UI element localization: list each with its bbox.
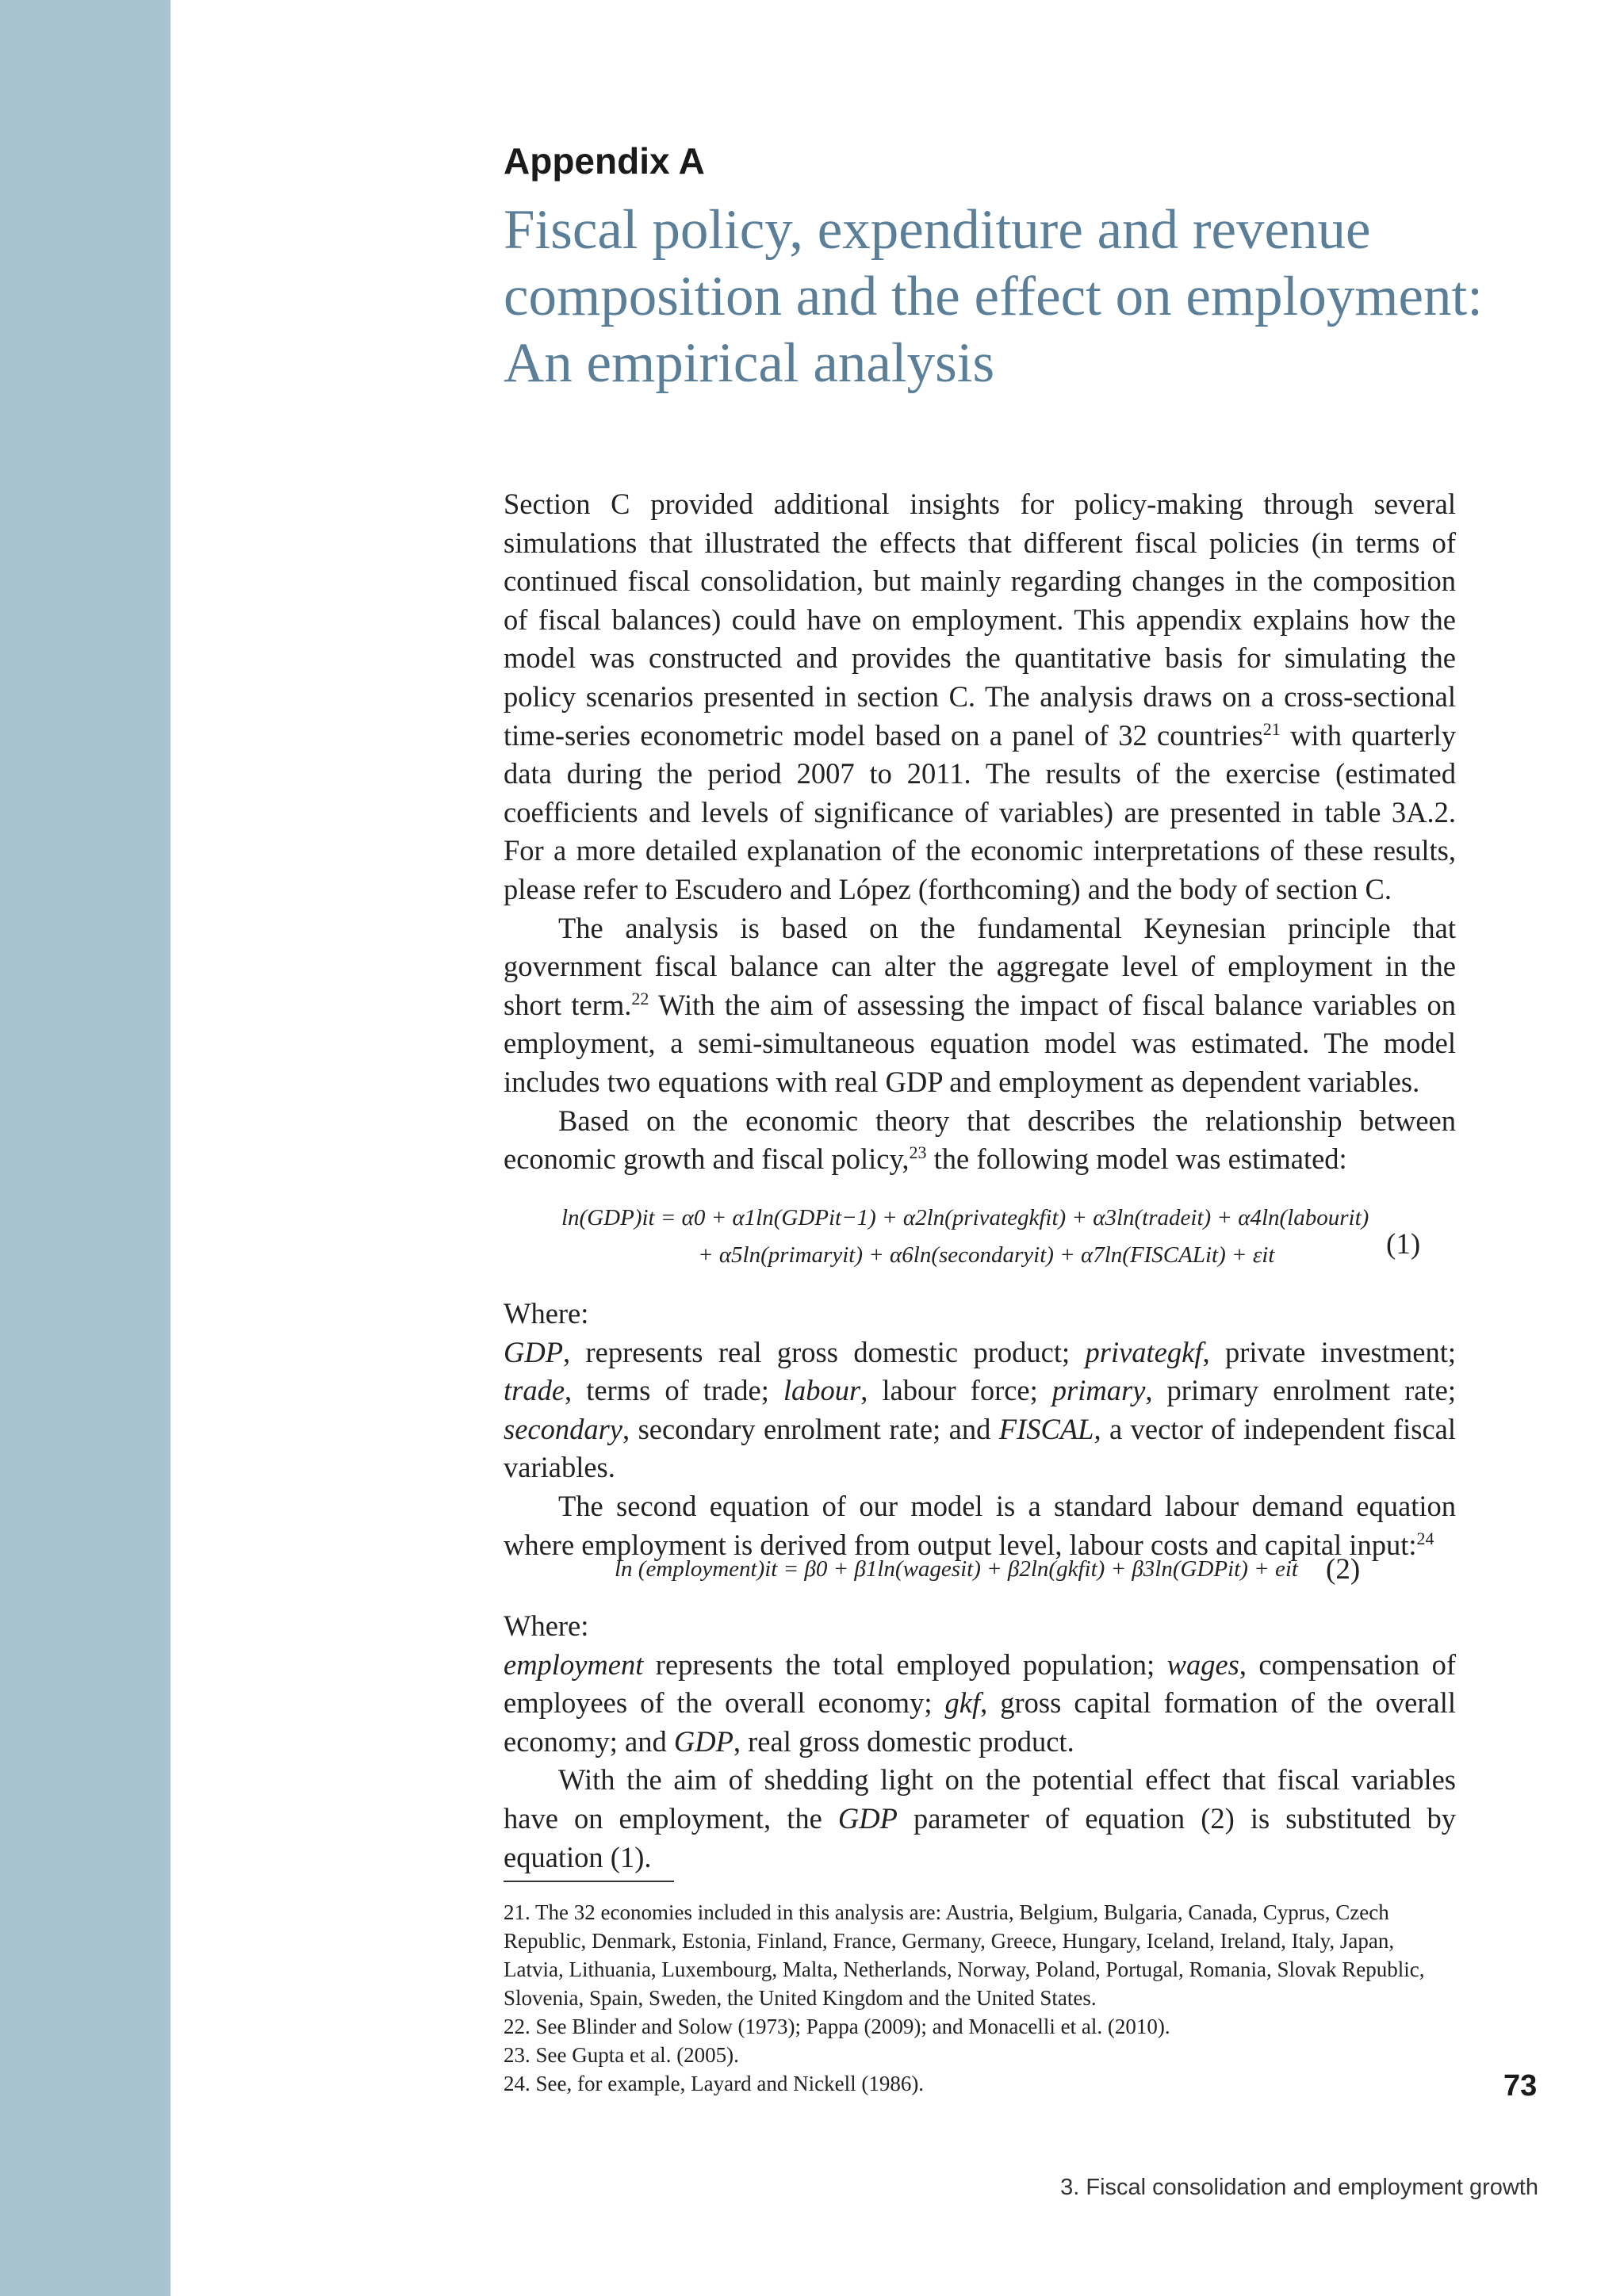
equation-1-line-2: + α5ln(primaryit) + α6ln(secondaryit) + α7ln(FISCALit) + εit bbox=[698, 1242, 1275, 1268]
footnotes bbox=[504, 1898, 1456, 2098]
paragraph-5: With the aim of shedding light on the potential effect that fiscal variables have on employment, the GDP parameter of equation (2) is substituted by equation (1). bbox=[504, 1763, 1456, 1873]
footnote-23: 23. See Gupta et al. (2005). bbox=[504, 2043, 739, 2067]
title-line-3: An empirical analysis bbox=[504, 332, 995, 394]
paragraph-1: Section C provided additional insights for policy-making through several simulations that illustrated the effects that different fiscal policies (in terms of continued fiscal consolidation, but mainly regarding changes in the composition of fiscal balances) could have on employment. This appendix explains how the model was constructed and provides the quantitative basis for simulating the policy scenarios presented in section C. The analysis draws on a cross-sectional time-series econometric model based on a panel of 32 countries$^{21}$ with quarterly data during the period 2007 to 2011. The results of the exercise (estimated coefficients and levels of significance of variables) are presented in table 3A.2. For a more detailed explanation of the economic interpretations of these results, please refer to Escudero and López (forthcoming) and the body of section C. bbox=[504, 488, 1456, 905]
footnote-ref-21: 21 bbox=[1262, 718, 1281, 739]
body-block-2 bbox=[504, 1295, 1456, 1564]
equation-2-number: (2) bbox=[1326, 1553, 1361, 1586]
page-number: 73 bbox=[1503, 2069, 1538, 2103]
definitions-2: employment represents the total employed population; wages, compensation of employees of the overall economy; gkf, gross capital formation of the overall economy; and GDP, real gross domestic product. bbox=[504, 1647, 1456, 1758]
sidebar-band bbox=[0, 0, 170, 2296]
running-head: 3. Fiscal consolidation and employment growth bbox=[1060, 2175, 1538, 2200]
title-line-2: composition and the effect on employment: bbox=[504, 266, 1483, 327]
footnote-22: 22. See Blinder and Solow (1973); Pappa (2009); and Monacelli et al. (2010). bbox=[504, 2015, 1170, 2038]
title-line-1: Fiscal policy, expenditure and revenue bbox=[504, 199, 1371, 261]
appendix-label: Appendix A bbox=[504, 140, 705, 182]
equation-1-line-1: ln(GDP)it = α0 + α1ln(GDPit−1) + α2ln(privategkfit) + α3ln(tradeit) + α4ln(labourit) bbox=[561, 1205, 1369, 1230]
body-block-3 bbox=[504, 1607, 1456, 1877]
where-label-2: Where: bbox=[504, 1609, 589, 1642]
footnote-divider bbox=[504, 1881, 674, 1882]
footnote-24: 24. See, for example, Layard and Nickell (1986). bbox=[504, 2072, 925, 2095]
body-block-1 bbox=[504, 485, 1456, 1179]
paragraph-3: Based on the economic theory that describes the relationship between economic growth and fiscal policy,$^{23}$ the following model was estimated: bbox=[504, 1104, 1456, 1176]
paragraph-4: The second equation of our model is a standard labour demand equation where employment is derived from output level, labour costs and capital input:$^{24}$ bbox=[504, 1489, 1456, 1561]
paragraph-2: The analysis is based on the fundamental Keynesian principle that government fiscal balance can alter the aggregate level of employment in the short term.$^{22}$ With the aim of assessing the impact of fiscal balance variables on employment, a semi-simultaneous equation model was estimated. The model includes two equations with real GDP and employment as dependent variables. bbox=[504, 911, 1456, 1098]
page-title bbox=[504, 197, 1495, 396]
footnote-ref-23: 23 bbox=[909, 1142, 927, 1162]
equation-2: ln (employment)it = β0 + β1ln(wagesit) + β2ln(gkfit) + β3ln(GDPit) + eit bbox=[615, 1556, 1298, 1582]
definitions-1: GDP, represents real gross domestic product; privategkf, private investment; trade, terms of trade; labour, labour force; primary, primary enrolment rate; secondary, secondary enrolment rate; and FISCAL, a vector of independent fiscal variables. bbox=[504, 1335, 1456, 1484]
footnote-ref-22: 22 bbox=[631, 988, 649, 1008]
equation-1-number: (1) bbox=[1386, 1228, 1421, 1261]
where-label-1: Where: bbox=[504, 1297, 589, 1330]
footnote-ref-24: 24 bbox=[1416, 1528, 1434, 1548]
footnote-21: 21. The 32 economies included in this analysis are: Austria, Belgium, Bulgaria, Canada, Cyprus, Czech Republic, Denmark, Estonia, Finland, France, Germany, Greece, Hungary, Iceland, Ireland, Italy, Japan, Latvia, Lithuania, Luxembourg, Malta, Netherlands, Norway, Poland, Portugal, Romania, Slovak Republic, Slovenia, Spain, Sweden, the United Kingdom and the United States. bbox=[504, 1900, 1425, 2010]
